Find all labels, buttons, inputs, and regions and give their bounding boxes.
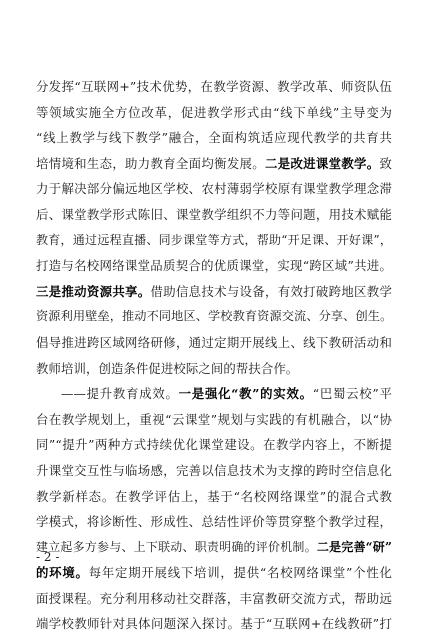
- page-number: - 2 -: [36, 550, 60, 564]
- bold-heading-text: 二是完善“研”: [316, 539, 392, 554]
- text-line: [36, 74, 392, 100]
- paragraph-text: 打造与名校网络课堂品质契合的优质课堂，实现“跨区域”共进。: [36, 258, 392, 274]
- text-line: [36, 407, 392, 433]
- bold-heading-text: 一是强化“教”的实效。: [178, 386, 313, 402]
- text-line: [36, 432, 392, 458]
- text-line: [36, 202, 392, 228]
- bold-heading-text: 三是推动资源共享。: [36, 283, 151, 299]
- text-line: [36, 586, 392, 612]
- text-line: [36, 330, 392, 356]
- paragraph-text: 资源利用壁垒，推动不同地区、学校教育资源交流、分享、创生。: [36, 309, 393, 324]
- body-text: [36, 74, 392, 637]
- paragraph-text: 台在教学规划上，重视“云课堂”规划与实践的有机融合，以“协: [36, 411, 392, 427]
- paragraph-text: 致: [379, 155, 392, 171]
- text-line: [36, 356, 392, 382]
- paragraph-text: 后、课堂教学形式陈旧、课堂教学组织不力等问题，用技术赋能: [36, 206, 392, 222]
- text-line: [36, 509, 392, 535]
- text-line: [36, 381, 392, 407]
- text-line: [36, 535, 392, 561]
- paragraph-text: 学模式，将诊断性、形成性、总结性评价等贯穿整个教学过程，: [36, 514, 392, 530]
- paragraph-text: 借助信息技术与设备，有效打破跨地区教学: [150, 283, 392, 299]
- text-line: [36, 304, 392, 330]
- paragraph-text: 倡导推进跨区域网络研修，通过定期开展线上、线下教研活动和: [36, 334, 392, 350]
- text-line: [36, 151, 392, 177]
- text-line: [36, 484, 392, 510]
- text-line: [36, 176, 392, 202]
- paragraph-text: “线上教学与线下教学”融合，全面构筑适应现代教学的共育共: [36, 130, 392, 146]
- paragraph-text: 教学新样态。在教学评估上，基于“名校网络课堂”的混合式教: [36, 488, 392, 504]
- text-line: [36, 253, 392, 279]
- paragraph-text: 建立起多方参与、上下联动、职责明确的评价机制。: [36, 539, 317, 554]
- text-line: [36, 100, 392, 126]
- paragraph-text: 分发挥“互联网+”技术优势，在教学资源、教学改革、师资队伍: [36, 79, 392, 94]
- paragraph-text: 升课堂交互性与临场感，完善以信息技术为支撑的跨时空信息化: [36, 462, 392, 478]
- paragraph-text: 面授课程。充分利用移动社交群落，丰富教研交流方式，帮助远: [36, 590, 392, 606]
- paragraph-text: ——提升教育成效。: [61, 386, 179, 402]
- bold-heading-text: 二是改进课堂教学。: [265, 155, 380, 171]
- paragraph-text: 力于解决部分偏远地区学校、农村薄弱学校原有课堂教学理念滞: [36, 181, 392, 197]
- paragraph-text: 每年定期开展线下培训，提供“名校网络课堂”个性化: [88, 565, 392, 581]
- paragraph-text: 端学校教师针对具体问题深入探讨。基于“互联网+在线教研”打: [36, 616, 392, 632]
- text-line: [36, 560, 392, 586]
- text-line: [36, 279, 392, 305]
- text-line: [36, 125, 392, 151]
- bold-heading-text: 的环境。: [36, 565, 89, 581]
- text-line: [36, 228, 392, 254]
- paragraph-text: “巴蜀云校”平: [312, 386, 392, 402]
- paragraph-text: 教育，通过远程直播、同步课堂等方式，帮助“开足课、开好课”，: [36, 232, 392, 247]
- paragraph-text: 等领域实施全方位改革，促进教学形式由“线下单线”主导变为: [36, 104, 392, 120]
- paragraph-text: 同”“提升”两种方式持续优化课堂建设。在教学内容上，不断提: [36, 437, 392, 453]
- text-line: [36, 458, 392, 484]
- paragraph-text: 教师培训，创造条件促进校际之间的帮扶合作。: [36, 360, 299, 376]
- paragraph-text: 培情境和生态，助力教育全面均衡发展。: [36, 155, 265, 171]
- text-line: [36, 611, 392, 637]
